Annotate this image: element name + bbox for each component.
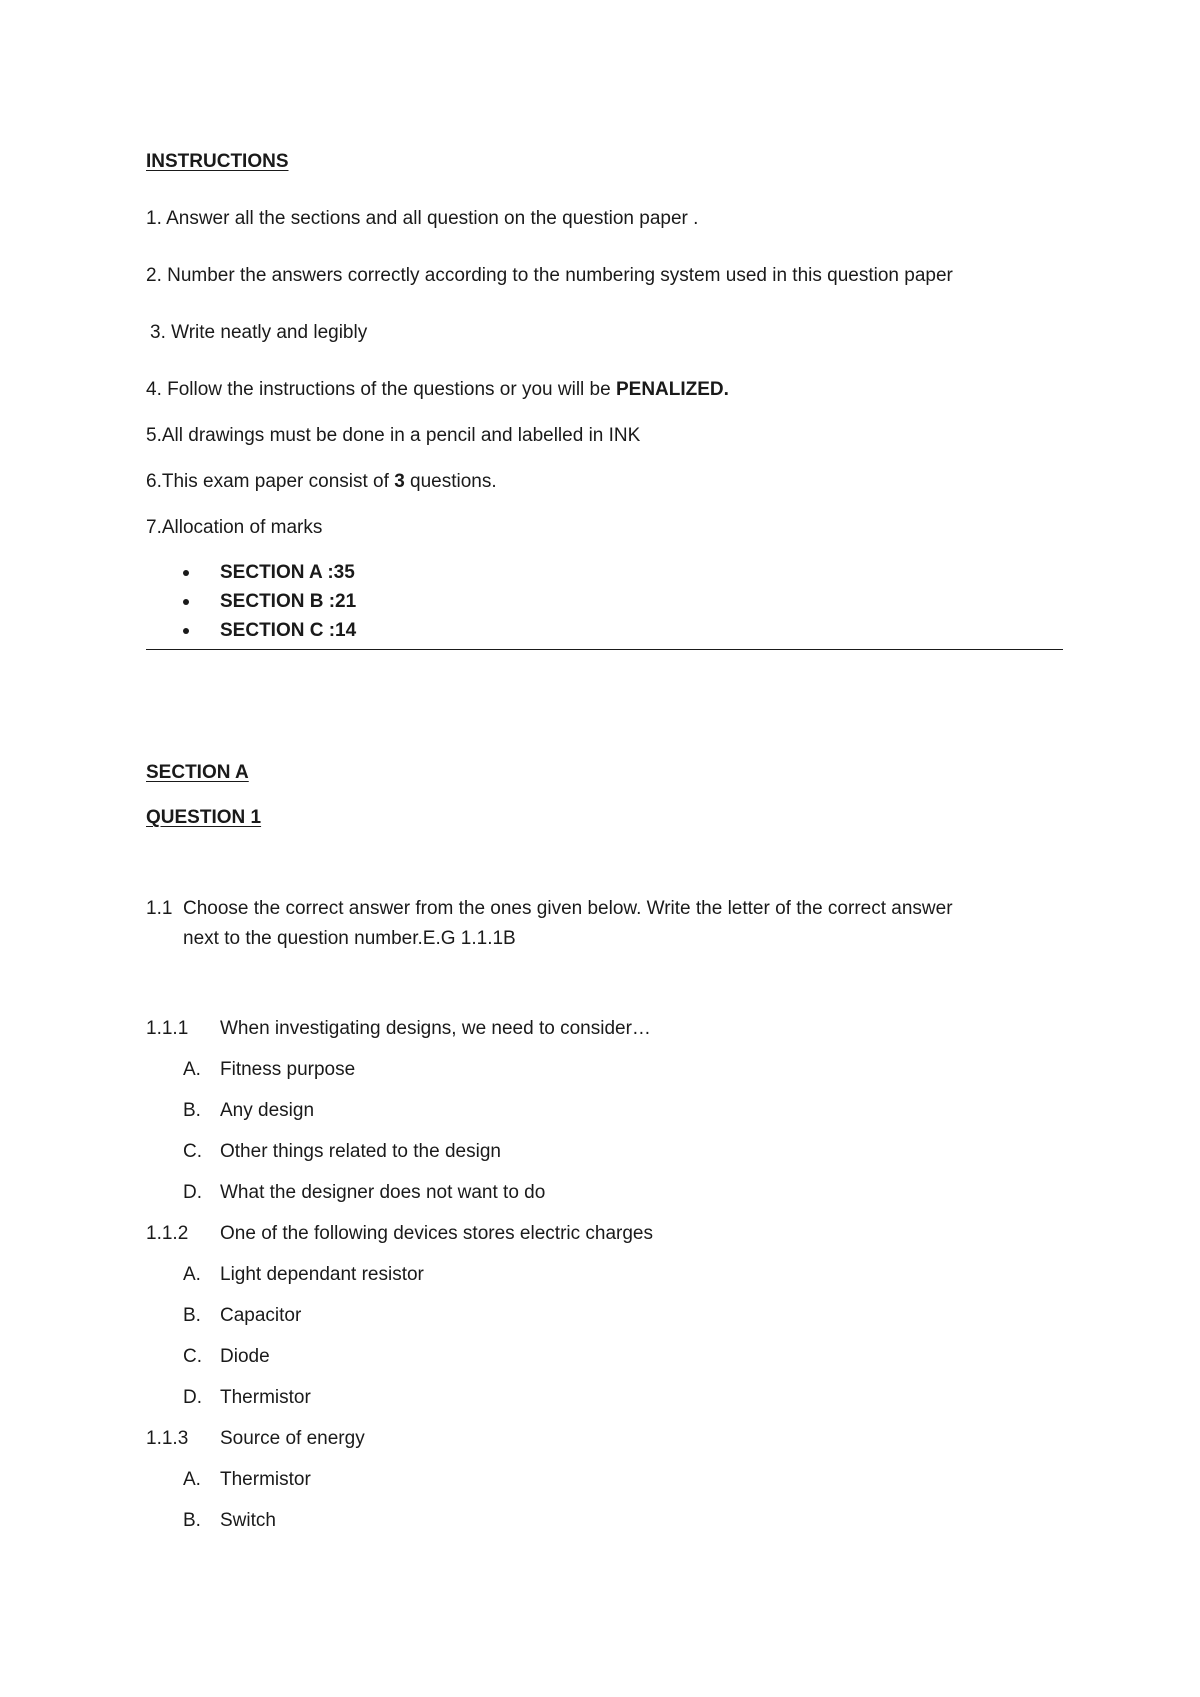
instruction-item-3 <box>150 321 367 345</box>
question-number: 1.1.3 <box>146 1428 189 1449</box>
horizontal-divider <box>146 649 1063 650</box>
instruction-text: All drawings must be done in a pencil and labelled in INK <box>161 425 641 446</box>
option-letter: C. <box>183 1141 202 1162</box>
question-number: 1.1.2 <box>146 1223 189 1244</box>
option-letter: A. <box>183 1264 201 1285</box>
instruction-number: 1. <box>146 208 167 229</box>
instruction-number: 3. <box>150 322 172 343</box>
instruction-item-7 <box>146 516 322 540</box>
option-text: Diode <box>220 1346 270 1367</box>
option-text: What the designer does not want to do <box>220 1182 546 1203</box>
bullet-icon <box>183 599 189 605</box>
option-text: Thermistor <box>220 1387 311 1408</box>
instruction-suffix: questions. <box>404 471 497 492</box>
question-text: One of the following devices stores electric charges <box>220 1223 653 1244</box>
option-letter: D. <box>183 1387 202 1408</box>
instruction-number: 6. <box>146 471 162 492</box>
instruction-number: 5. <box>146 425 162 446</box>
option-text: Any design <box>220 1100 315 1121</box>
question-1-heading: QUESTION 1 <box>146 807 262 828</box>
instruction-item-1 <box>146 207 698 231</box>
instruction-emphasis: PENALIZED. <box>615 379 729 400</box>
question-1-1-line-1: Choose the correct answer from the ones given below. Write the letter of the correct answer <box>183 898 953 919</box>
allocation-text: SECTION C :14 <box>220 620 357 641</box>
instruction-text: Answer all the sections and all question on the question paper . <box>166 208 699 229</box>
option-text: Fitness purpose <box>220 1059 356 1080</box>
instruction-text: Allocation of marks <box>161 517 323 538</box>
question-1-1-line-2: next to the question number.E.G 1.1.1B <box>183 928 516 949</box>
instructions-heading: INSTRUCTIONS <box>146 151 289 172</box>
instruction-item-6 <box>146 470 497 494</box>
option-letter: B. <box>183 1305 201 1326</box>
option-letter: A. <box>183 1059 201 1080</box>
option-letter: D. <box>183 1182 202 1203</box>
instruction-item-2 <box>146 264 953 288</box>
option-letter: B. <box>183 1510 201 1531</box>
option-letter: A. <box>183 1469 201 1490</box>
section-a-heading: SECTION A <box>146 762 249 783</box>
question-number: 1.1 <box>146 898 173 919</box>
option-letter: C. <box>183 1346 202 1367</box>
allocation-text: SECTION B :21 <box>220 591 357 612</box>
option-text: Other things related to the design <box>220 1141 501 1162</box>
option-text: Capacitor <box>220 1305 302 1326</box>
option-text: Light dependant resistor <box>220 1264 424 1285</box>
option-letter: B. <box>183 1100 201 1121</box>
question-number: 1.1.1 <box>146 1018 189 1039</box>
instruction-number: 4. <box>146 379 168 400</box>
bullet-icon <box>183 628 189 634</box>
bullet-icon <box>183 570 189 576</box>
instruction-emphasis: 3 <box>394 471 405 492</box>
instruction-item-5 <box>146 424 640 448</box>
question-text: When investigating designs, we need to consider… <box>220 1018 651 1039</box>
instruction-text: Write neatly and legibly <box>171 322 368 343</box>
question-text: Source of energy <box>220 1428 365 1449</box>
instruction-text: Follow the instructions of the questions or you will be <box>167 379 616 400</box>
instruction-text: Number the answers correctly according to the numbering system used in this question paper <box>167 265 953 286</box>
option-text: Thermistor <box>220 1469 311 1490</box>
instruction-number: 2. <box>146 265 168 286</box>
instruction-number: 7. <box>146 517 162 538</box>
option-text: Switch <box>220 1510 276 1531</box>
instruction-text: This exam paper consist of <box>161 471 395 492</box>
instruction-item-4 <box>146 378 729 402</box>
allocation-text: SECTION A :35 <box>220 562 355 583</box>
